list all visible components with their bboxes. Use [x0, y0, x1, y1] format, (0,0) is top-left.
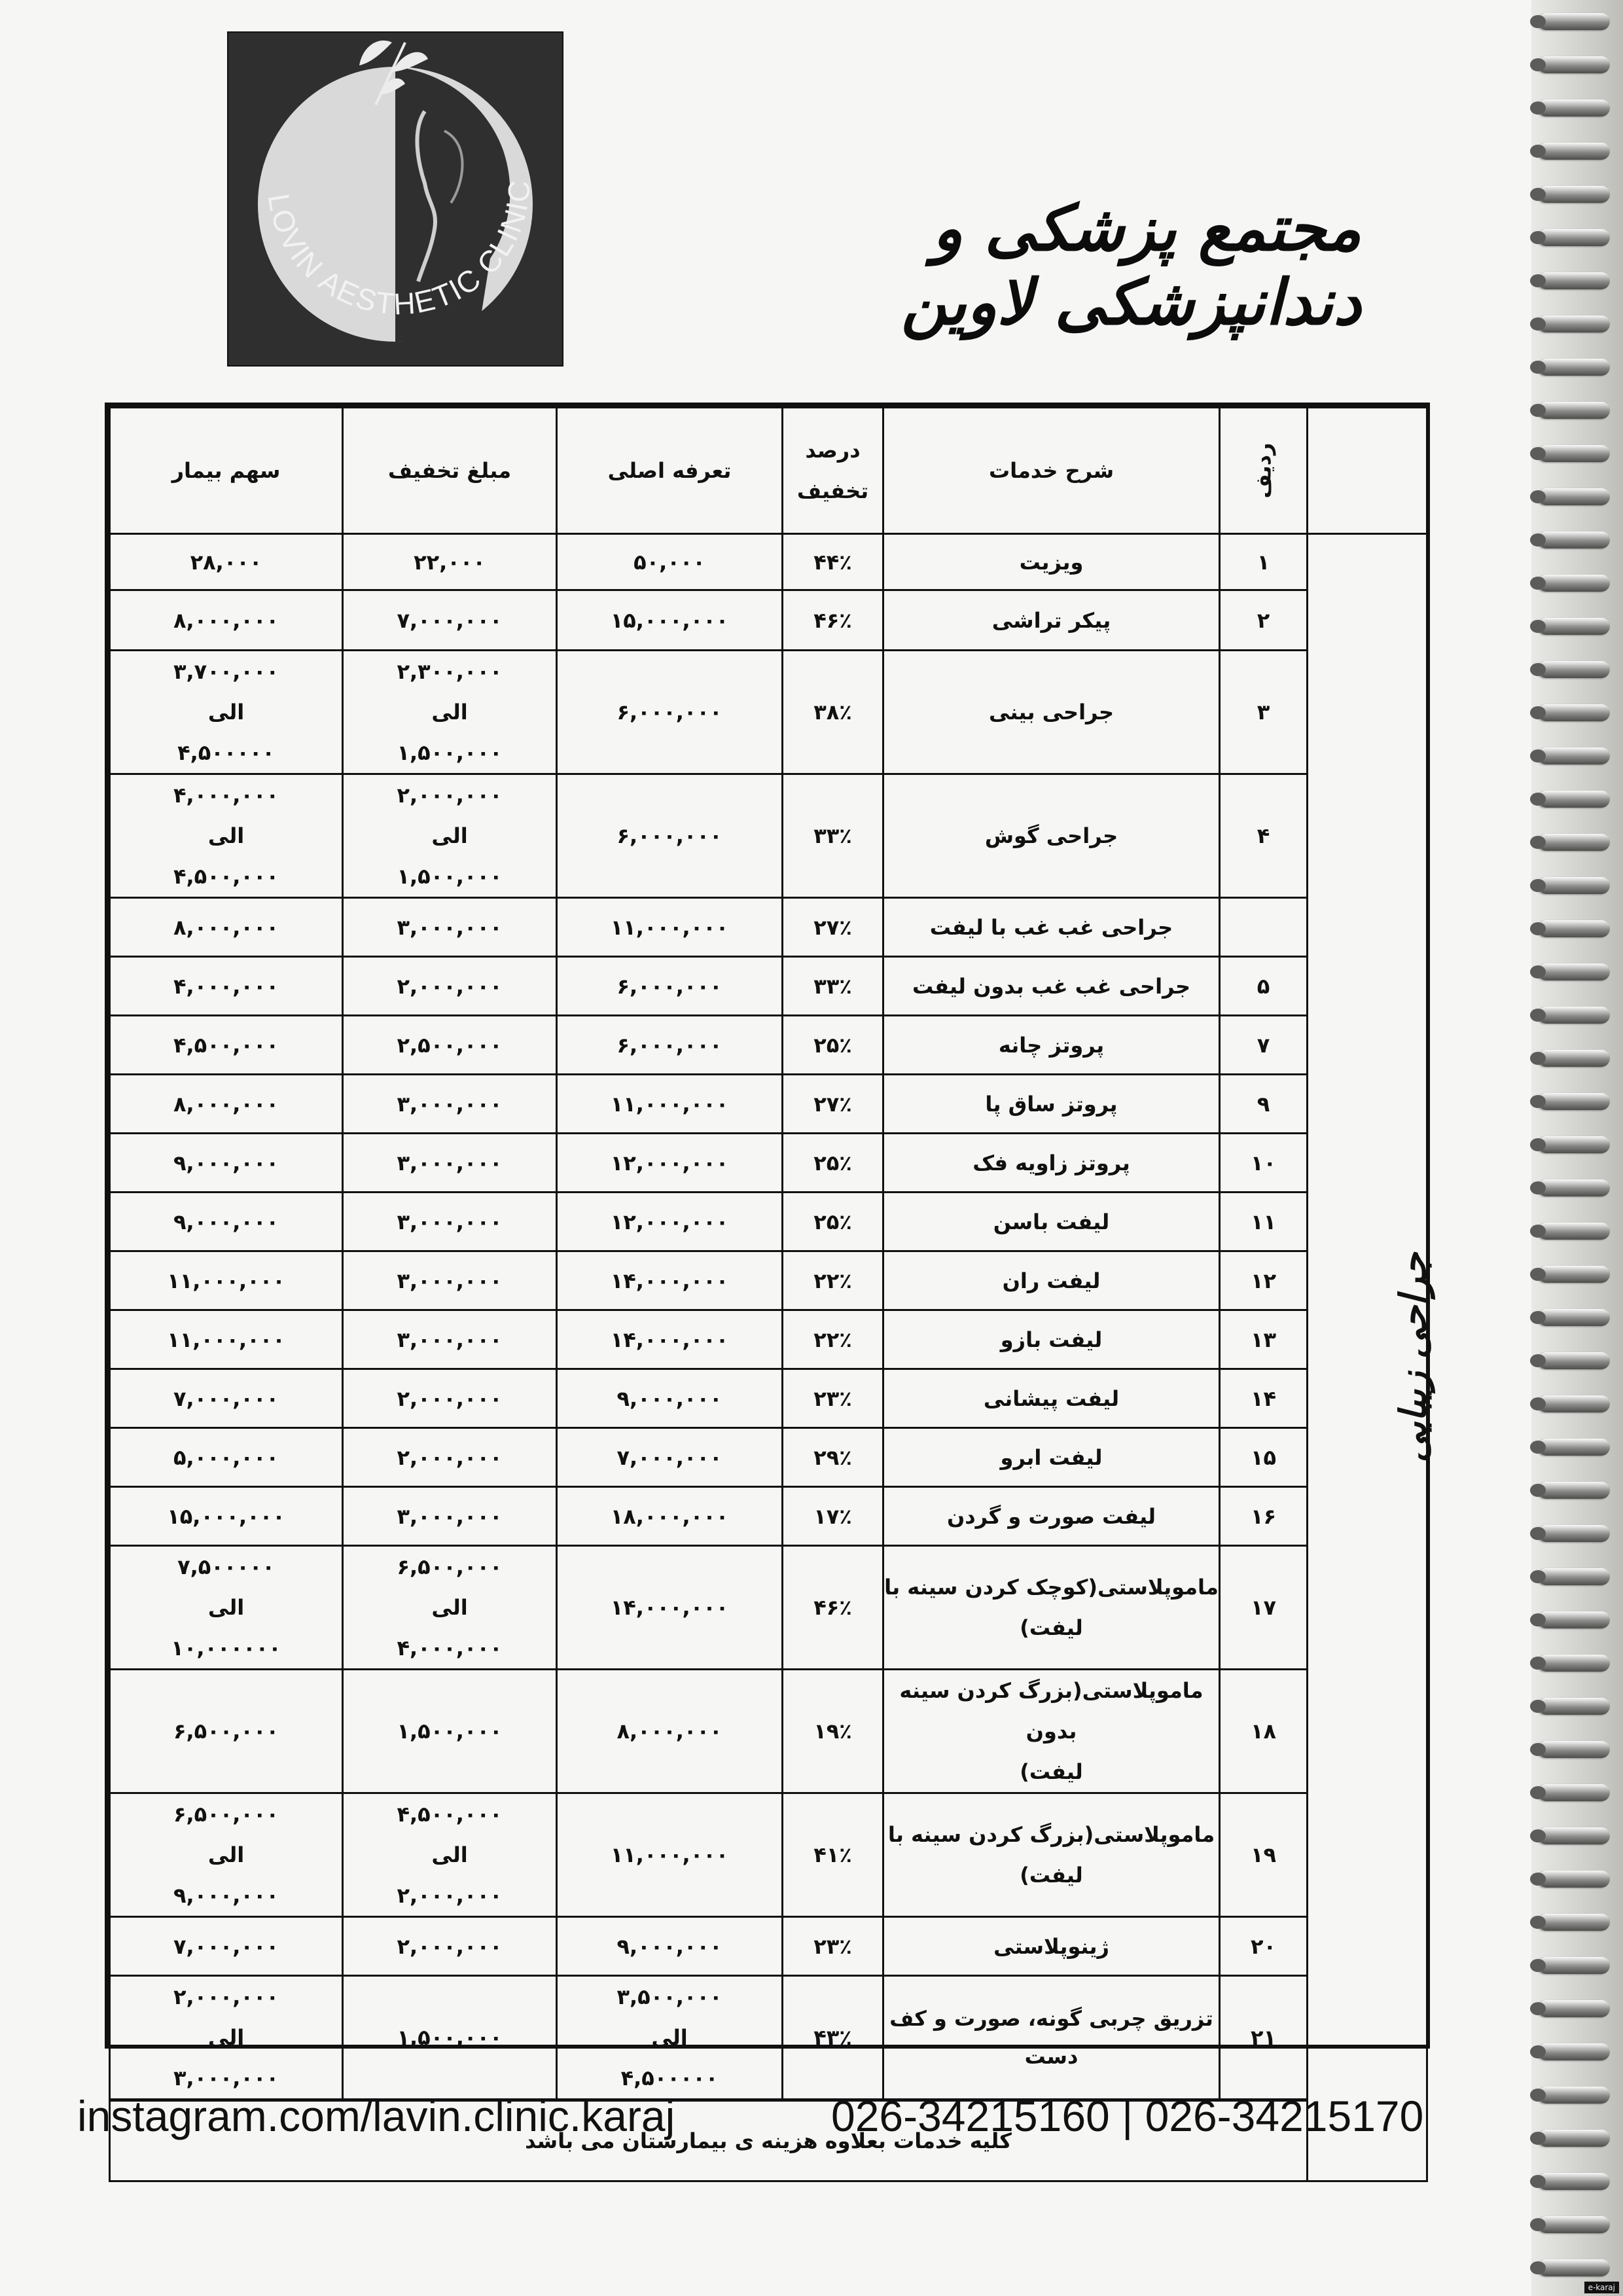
- spiral-ring: [1538, 1957, 1610, 1974]
- discount-amount-cell: ۲,۰۰۰,۰۰۰: [343, 1917, 557, 1976]
- row-no-cell: [1220, 898, 1308, 957]
- spiral-ring: [1538, 1482, 1610, 1499]
- discount-amount-cell: ۲۲,۰۰۰: [343, 534, 557, 590]
- row-no-cell: ۱: [1220, 534, 1308, 590]
- punch-hole: [1530, 793, 1546, 806]
- spiral-ring: [1538, 575, 1610, 592]
- punch-hole: [1530, 2132, 1546, 2145]
- patient-share-cell: ۲۸,۰۰۰: [110, 534, 343, 590]
- discount-percent-cell: ۲۵٪: [783, 1193, 883, 1251]
- spiral-ring: [1538, 488, 1610, 505]
- row-no-cell: ۱۳: [1220, 1310, 1308, 1369]
- service-cell: پیکر تراشی: [883, 590, 1220, 651]
- punch-hole: [1530, 749, 1546, 762]
- discount-amount-cell: ۳,۰۰۰,۰۰۰: [343, 1075, 557, 1134]
- patient-share-cell: ۱۱,۰۰۰,۰۰۰: [110, 1310, 343, 1369]
- discount-amount-cell: ۶,۵۰۰,۰۰۰ الی ۴,۰۰۰,۰۰۰: [343, 1546, 557, 1670]
- punch-hole: [1530, 145, 1546, 158]
- spiral-ring: [1538, 359, 1610, 376]
- clinic-logo: [227, 31, 563, 367]
- patient-share-cell: ۹,۰۰۰,۰۰۰: [110, 1134, 343, 1193]
- table-row: [110, 957, 1427, 1016]
- spiral-ring: [1538, 1827, 1610, 1844]
- table-row: [110, 534, 1427, 590]
- spiral-ring: [1538, 1093, 1610, 1110]
- spiral-ring: [1538, 2130, 1610, 2147]
- header-category-blank: [1308, 408, 1427, 534]
- spiral-ring: [1538, 1179, 1610, 1196]
- punch-hole: [1530, 231, 1546, 244]
- punch-hole: [1530, 1009, 1546, 1022]
- punch-hole: [1530, 1527, 1546, 1540]
- service-cell: ماموپلاستی(بزرگ کردن سینه بدون لیفت): [883, 1670, 1220, 1793]
- punch-hole: [1530, 2089, 1546, 2102]
- table-row: [110, 1075, 1427, 1134]
- service-cell: ماموپلاستی(بزرگ کردن سینه با لیفت): [883, 1793, 1220, 1917]
- spiral-ring: [1538, 1309, 1610, 1326]
- punch-hole: [1530, 1268, 1546, 1281]
- spiral-ring: [1538, 1611, 1610, 1628]
- service-cell: ویزیت: [883, 534, 1220, 590]
- service-cell: جراحی بینی: [883, 651, 1220, 774]
- base-fee-cell: ۷,۰۰۰,۰۰۰: [557, 1428, 783, 1487]
- spiral-ring: [1538, 1266, 1610, 1283]
- punch-hole: [1530, 1959, 1546, 1972]
- punch-hole: [1530, 533, 1546, 547]
- spiral-ring: [1538, 704, 1610, 721]
- table-row: [110, 1428, 1427, 1487]
- spiral-ring: [1538, 1914, 1610, 1931]
- service-cell: لیفت پیشانی: [883, 1369, 1220, 1428]
- category-cell: جراحی زیبایی: [1308, 534, 1427, 2181]
- patient-share-cell: ۱۵,۰۰۰,۰۰۰: [110, 1487, 343, 1546]
- base-fee-cell: ۱۸,۰۰۰,۰۰۰: [557, 1487, 783, 1546]
- spiral-ring: [1538, 2043, 1610, 2060]
- table-row: [110, 1670, 1427, 1793]
- punch-hole: [1530, 577, 1546, 590]
- base-fee-cell: ۹,۰۰۰,۰۰۰: [557, 1917, 783, 1976]
- discount-amount-cell: ۲,۰۰۰,۰۰۰: [343, 1369, 557, 1428]
- discount-percent-cell: ۱۷٪: [783, 1487, 883, 1546]
- table-row: [110, 1134, 1427, 1193]
- base-fee-cell: ۱۴,۰۰۰,۰۰۰: [557, 1546, 783, 1670]
- punch-hole: [1530, 2045, 1546, 2058]
- row-no-cell: ۱۷: [1220, 1546, 1308, 1670]
- spiral-ring: [1538, 877, 1610, 894]
- base-fee-cell: ۶,۰۰۰,۰۰۰: [557, 774, 783, 898]
- row-no-cell: ۱۹: [1220, 1793, 1308, 1917]
- punch-hole: [1530, 1873, 1546, 1886]
- spiral-ring: [1538, 186, 1610, 203]
- base-fee-cell: ۱۱,۰۰۰,۰۰۰: [557, 1793, 783, 1917]
- punch-hole: [1530, 2218, 1546, 2231]
- discount-amount-cell: ۷,۰۰۰,۰۰۰: [343, 590, 557, 651]
- punch-hole: [1530, 188, 1546, 201]
- punch-hole: [1530, 1916, 1546, 1929]
- discount-amount-cell: ۲,۰۰۰,۰۰۰ الی ۱,۵۰۰,۰۰۰: [343, 774, 557, 898]
- discount-percent-cell: ۲۲٪: [783, 1310, 883, 1369]
- discount-percent-cell: ۳۸٪: [783, 651, 883, 774]
- discount-amount-cell: ۲,۰۰۰,۰۰۰: [343, 1428, 557, 1487]
- discount-percent-cell: ۱۹٪: [783, 1670, 883, 1793]
- patient-share-cell: ۴,۰۰۰,۰۰۰ الی ۴,۵۰۰,۰۰۰: [110, 774, 343, 898]
- punch-hole: [1530, 1181, 1546, 1194]
- patient-share-cell: ۷,۰۰۰,۰۰۰: [110, 1917, 343, 1976]
- patient-share-cell: ۵,۰۰۰,۰۰۰: [110, 1428, 343, 1487]
- table-row: [110, 1487, 1427, 1546]
- row-no-cell: ۳: [1220, 651, 1308, 774]
- service-cell: جراحی غب غب بدون لیفت: [883, 957, 1220, 1016]
- base-fee-cell: ۶,۰۰۰,۰۰۰: [557, 957, 783, 1016]
- base-fee-cell: ۳,۵۰۰,۰۰۰ الی ۴,۵۰۰۰۰۰: [557, 1976, 783, 2100]
- punch-hole: [1530, 58, 1546, 71]
- row-no-cell: ۴: [1220, 774, 1308, 898]
- punch-hole: [1530, 490, 1546, 503]
- punch-hole: [1530, 1225, 1546, 1238]
- discount-amount-cell: ۱,۵۰۰,۰۰۰: [343, 1670, 557, 1793]
- spiral-ring: [1538, 1223, 1610, 1240]
- base-fee-cell: ۶,۰۰۰,۰۰۰: [557, 1016, 783, 1075]
- discount-amount-cell: ۲,۳۰۰,۰۰۰ الی ۱,۵۰۰,۰۰۰: [343, 651, 557, 774]
- header-discount-amount: مبلغ تخفیف: [343, 408, 557, 534]
- row-no-cell: ۹: [1220, 1075, 1308, 1134]
- discount-percent-cell: ۲۵٪: [783, 1134, 883, 1193]
- discount-percent-cell: ۳۳٪: [783, 957, 883, 1016]
- punch-hole: [1530, 965, 1546, 978]
- spiral-ring: [1538, 1784, 1610, 1801]
- base-fee-cell: ۸,۰۰۰,۰۰۰: [557, 1670, 783, 1793]
- patient-share-cell: ۶,۵۰۰,۰۰۰: [110, 1670, 343, 1793]
- base-fee-cell: ۱۱,۰۰۰,۰۰۰: [557, 1075, 783, 1134]
- patient-share-cell: ۸,۰۰۰,۰۰۰: [110, 590, 343, 651]
- punch-hole: [1530, 922, 1546, 935]
- row-no-cell: ۱۵: [1220, 1428, 1308, 1487]
- discount-percent-cell: ۲۲٪: [783, 1251, 883, 1310]
- spiral-ring: [1538, 229, 1610, 246]
- spiral-ring: [1538, 1741, 1610, 1758]
- spiral-ring: [1538, 834, 1610, 851]
- header-service: شرح خدمات: [883, 408, 1220, 534]
- row-no-cell: ۱۱: [1220, 1193, 1308, 1251]
- patient-share-cell: ۷,۵۰۰۰۰۰ الی ۱۰,۰۰۰۰۰۰: [110, 1546, 343, 1670]
- discount-amount-cell: ۳,۰۰۰,۰۰۰: [343, 1134, 557, 1193]
- svg-text:LOVIN AESTHETIC CLINIC: LOVIN AESTHETIC CLINIC: [261, 178, 537, 321]
- spiral-ring: [1538, 272, 1610, 289]
- spiral-ring: [1538, 920, 1610, 937]
- spiral-ring: [1538, 1871, 1610, 1888]
- spiral-ring: [1538, 402, 1610, 419]
- punch-hole: [1530, 2002, 1546, 2015]
- discount-percent-cell: ۳۳٪: [783, 774, 883, 898]
- table-header-row: [110, 408, 1427, 534]
- patient-share-cell: ۴,۰۰۰,۰۰۰: [110, 957, 343, 1016]
- punch-hole: [1530, 447, 1546, 460]
- discount-percent-cell: ۴۳٪: [783, 1976, 883, 2100]
- discount-amount-cell: ۳,۰۰۰,۰۰۰: [343, 898, 557, 957]
- discount-percent-cell: ۴۱٪: [783, 1793, 883, 1917]
- patient-share-cell: ۸,۰۰۰,۰۰۰: [110, 1075, 343, 1134]
- spiral-ring: [1538, 747, 1610, 764]
- table-row: [110, 898, 1427, 957]
- punch-hole: [1530, 1441, 1546, 1454]
- table-row: [110, 651, 1427, 774]
- row-no-cell: ۱۲: [1220, 1251, 1308, 1310]
- row-no-cell: ۵: [1220, 957, 1308, 1016]
- discount-percent-cell: ۴۶٪: [783, 590, 883, 651]
- punch-hole: [1530, 1484, 1546, 1497]
- spiral-ring: [1538, 2087, 1610, 2104]
- header-patient-share: سهم بیمار: [110, 408, 343, 534]
- header-discount-percent: درصد تخفیف: [783, 408, 883, 534]
- punch-hole: [1530, 361, 1546, 374]
- service-cell: ژینوپلاستی: [883, 1917, 1220, 1976]
- discount-percent-cell: ۴۶٪: [783, 1546, 883, 1670]
- phone-numbers: 026-34215160 | 026-34215170: [831, 2092, 1424, 2140]
- punch-hole: [1530, 620, 1546, 633]
- spiral-ring: [1538, 531, 1610, 548]
- table-row: [110, 1251, 1427, 1310]
- discount-amount-cell: ۲,۰۰۰,۰۰۰: [343, 957, 557, 1016]
- discount-percent-cell: ۲۳٪: [783, 1917, 883, 1976]
- base-fee-cell: ۱۱,۰۰۰,۰۰۰: [557, 898, 783, 957]
- base-fee-cell: ۱۲,۰۰۰,۰۰۰: [557, 1134, 783, 1193]
- discount-amount-cell: ۳,۰۰۰,۰۰۰: [343, 1487, 557, 1546]
- service-cell: پروتز چانه: [883, 1016, 1220, 1075]
- punch-hole: [1530, 663, 1546, 676]
- spiral-ring: [1538, 13, 1610, 30]
- punch-hole: [1530, 1829, 1546, 1842]
- spiral-ring: [1538, 618, 1610, 635]
- spiral-ring: [1538, 1698, 1610, 1715]
- row-no-cell: ۱۴: [1220, 1369, 1308, 1428]
- instagram-link[interactable]: instagram.com/lavin.clinic.karaj: [77, 2092, 675, 2140]
- table-row: [110, 774, 1427, 898]
- spiral-ring: [1538, 2216, 1610, 2233]
- spiral-ring: [1538, 2000, 1610, 2017]
- punch-hole: [1530, 101, 1546, 115]
- service-cell: تزریق چربی گونه، صورت و کف دست: [883, 1976, 1220, 2100]
- punch-hole: [1530, 1786, 1546, 1799]
- patient-share-cell: ۲,۰۰۰,۰۰۰ الی ۳,۰۰۰,۰۰۰: [110, 1976, 343, 2100]
- punch-hole: [1530, 1613, 1546, 1626]
- punch-hole: [1530, 1700, 1546, 1713]
- spiral-ring: [1538, 315, 1610, 332]
- service-cell: لیفت باسن: [883, 1193, 1220, 1251]
- row-no-cell: ۲۱: [1220, 1976, 1308, 2100]
- row-no-cell: ۱۸: [1220, 1670, 1308, 1793]
- discount-amount-cell: ۱,۵۰۰,۰۰۰: [343, 1976, 557, 2100]
- table-row: [110, 1976, 1427, 2100]
- spiral-ring: [1538, 791, 1610, 808]
- service-cell: لیفت ران: [883, 1251, 1220, 1310]
- punch-hole: [1530, 879, 1546, 892]
- spiral-ring: [1538, 661, 1610, 678]
- discount-percent-cell: ۲۹٪: [783, 1428, 883, 1487]
- base-fee-cell: ۱۵,۰۰۰,۰۰۰: [557, 590, 783, 651]
- patient-share-cell: ۴,۵۰۰,۰۰۰: [110, 1016, 343, 1075]
- discount-amount-cell: ۳,۰۰۰,۰۰۰: [343, 1251, 557, 1310]
- discount-amount-cell: ۳,۰۰۰,۰۰۰: [343, 1310, 557, 1369]
- service-cell: جراحی غب غب با لیفت: [883, 898, 1220, 957]
- table-row: [110, 1793, 1427, 1917]
- discount-percent-cell: ۲۵٪: [783, 1016, 883, 1075]
- punch-hole: [1530, 1311, 1546, 1324]
- punch-hole: [1530, 1570, 1546, 1583]
- discount-percent-cell: ۲۷٪: [783, 898, 883, 957]
- patient-share-cell: ۱۱,۰۰۰,۰۰۰: [110, 1251, 343, 1310]
- table-row: [110, 1546, 1427, 1670]
- spiral-binding: [1531, 0, 1623, 2296]
- punch-hole: [1530, 15, 1546, 28]
- service-cell: لیفت صورت و گردن: [883, 1487, 1220, 1546]
- discount-percent-cell: ۲۳٪: [783, 1369, 883, 1428]
- table-row: [110, 1917, 1427, 1976]
- punch-hole: [1530, 1657, 1546, 1670]
- punch-hole: [1530, 2261, 1546, 2274]
- spiral-ring: [1538, 1568, 1610, 1585]
- row-no-cell: ۲: [1220, 590, 1308, 651]
- spiral-ring: [1538, 2259, 1610, 2276]
- spiral-ring: [1538, 2173, 1610, 2190]
- punch-hole: [1530, 1052, 1546, 1065]
- patient-share-cell: ۸,۰۰۰,۰۰۰: [110, 898, 343, 957]
- spiral-ring: [1538, 1395, 1610, 1412]
- punch-hole: [1530, 1138, 1546, 1151]
- base-fee-cell: ۱۴,۰۰۰,۰۰۰: [557, 1310, 783, 1369]
- punch-hole: [1530, 1397, 1546, 1410]
- discount-percent-cell: ۴۴٪: [783, 534, 883, 590]
- logo-text-arc: [228, 33, 562, 365]
- footer-note: کلیه خدمات بعلاوه هزینه ی بیمارستان می باشد: [110, 2100, 1427, 2181]
- base-fee-cell: ۱۴,۰۰۰,۰۰۰: [557, 1251, 783, 1310]
- base-fee-cell: ۶,۰۰۰,۰۰۰: [557, 651, 783, 774]
- spiral-ring: [1538, 1050, 1610, 1067]
- punch-hole: [1530, 317, 1546, 331]
- punch-hole: [1530, 2175, 1546, 2188]
- punch-hole: [1530, 836, 1546, 849]
- spiral-ring: [1538, 1525, 1610, 1542]
- base-fee-cell: ۹,۰۰۰,۰۰۰: [557, 1369, 783, 1428]
- patient-share-cell: ۹,۰۰۰,۰۰۰: [110, 1193, 343, 1251]
- service-cell: پروتز زاویه فک: [883, 1134, 1220, 1193]
- table-row: [110, 1193, 1427, 1251]
- punch-hole: [1530, 274, 1546, 287]
- header-row-no: ردیف: [1220, 408, 1308, 534]
- table-row: [110, 1310, 1427, 1369]
- discount-amount-cell: ۴,۵۰۰,۰۰۰ الی ۲,۰۰۰,۰۰۰: [343, 1793, 557, 1917]
- row-no-cell: ۱۶: [1220, 1487, 1308, 1546]
- service-cell: پروتز ساق پا: [883, 1075, 1220, 1134]
- punch-hole: [1530, 706, 1546, 719]
- patient-share-cell: ۳,۷۰۰,۰۰۰ الی ۴,۵۰۰۰۰۰: [110, 651, 343, 774]
- spiral-ring: [1538, 1007, 1610, 1024]
- clinic-title: مجتمع پزشکی و دندانپزشکی لاوین: [901, 191, 1361, 339]
- spiral-ring: [1538, 1352, 1610, 1369]
- spiral-ring: [1538, 99, 1610, 117]
- row-no-cell: ۱۰: [1220, 1134, 1308, 1193]
- punch-hole: [1530, 404, 1546, 417]
- patient-share-cell: ۷,۰۰۰,۰۰۰: [110, 1369, 343, 1428]
- service-cell: لیفت بازو: [883, 1310, 1220, 1369]
- row-no-cell: ۷: [1220, 1016, 1308, 1075]
- discount-amount-cell: ۳,۰۰۰,۰۰۰: [343, 1193, 557, 1251]
- discount-percent-cell: ۲۷٪: [783, 1075, 883, 1134]
- base-fee-cell: ۱۲,۰۰۰,۰۰۰: [557, 1193, 783, 1251]
- corner-watermark: e-karaj: [1584, 2282, 1619, 2293]
- header-base-fee: تعرفه اصلی: [557, 408, 783, 534]
- spiral-ring: [1538, 143, 1610, 160]
- service-cell: جراحی گوش: [883, 774, 1220, 898]
- table-row: [110, 1016, 1427, 1075]
- service-cell: لیفت ابرو: [883, 1428, 1220, 1487]
- table-row: [110, 1369, 1427, 1428]
- spiral-ring: [1538, 1439, 1610, 1456]
- service-cell: ماموپلاستی(کوچک کردن سینه با لیفت): [883, 1546, 1220, 1670]
- base-fee-cell: ۵۰,۰۰۰: [557, 534, 783, 590]
- spiral-ring: [1538, 1136, 1610, 1153]
- punch-hole: [1530, 1354, 1546, 1367]
- table-row: [110, 590, 1427, 651]
- spiral-ring: [1538, 963, 1610, 980]
- punch-hole: [1530, 1095, 1546, 1108]
- punch-hole: [1530, 1743, 1546, 1756]
- spiral-ring: [1538, 445, 1610, 462]
- row-no-cell: ۲۰: [1220, 1917, 1308, 1976]
- discount-amount-cell: ۲,۵۰۰,۰۰۰: [343, 1016, 557, 1075]
- spiral-ring: [1538, 1655, 1610, 1672]
- patient-share-cell: ۶,۵۰۰,۰۰۰ الی ۹,۰۰۰,۰۰۰: [110, 1793, 343, 1917]
- spiral-ring: [1538, 56, 1610, 73]
